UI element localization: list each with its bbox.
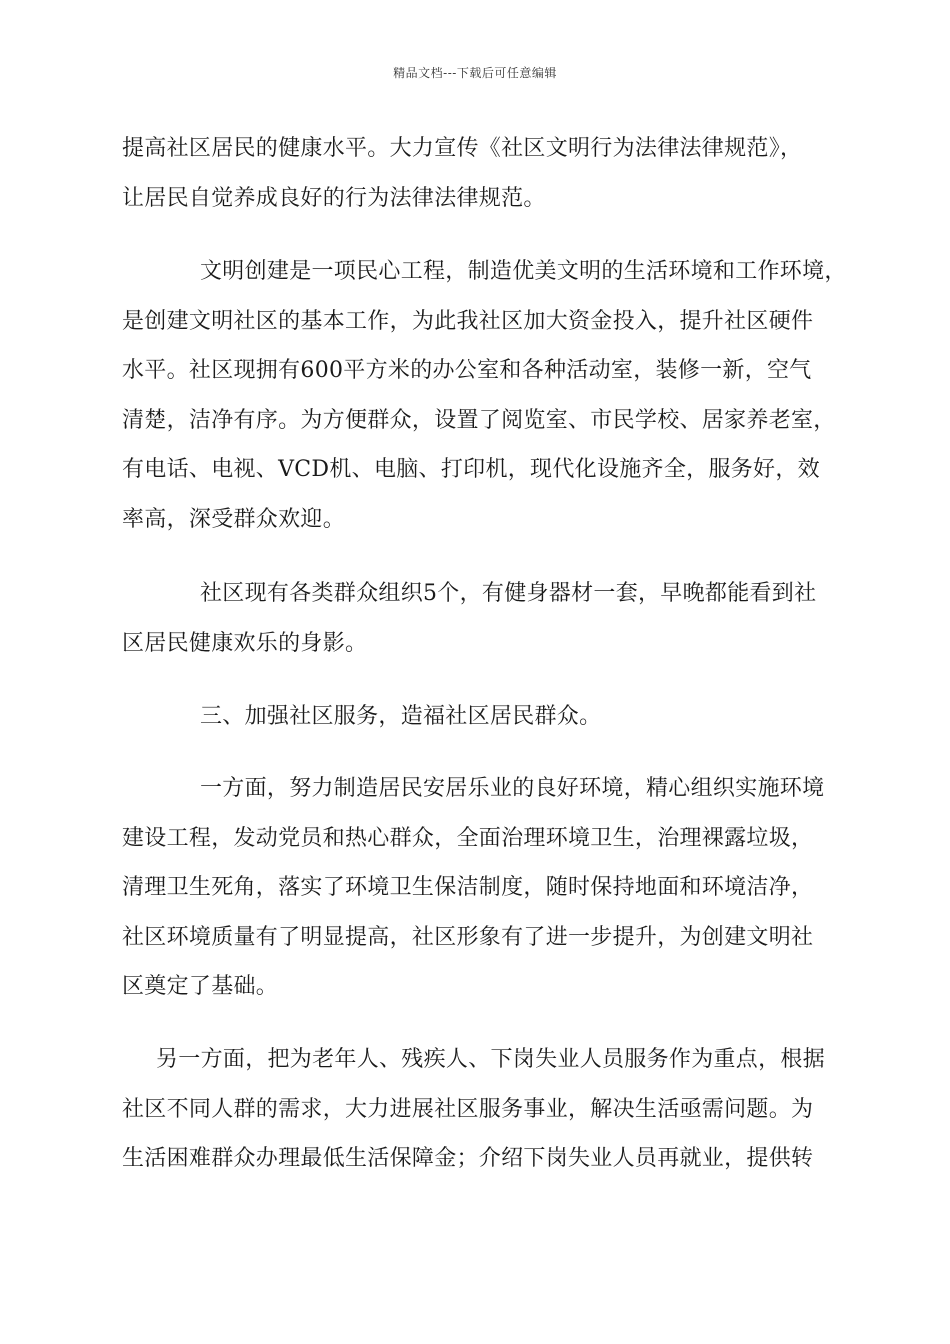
page-header: 精品文档---下载后可任意编辑 [393, 66, 557, 80]
text-line: 清理卫生死角，落实了环境卫生保洁制度，随时保持地面和环境洁净， [122, 875, 814, 900]
text-line: 有电话、电视、VCD机、电脑、打印机，现代化设施齐全，服务好，效 [122, 457, 820, 482]
text-line: 社区不同人群的需求，大力进展社区服务事业，解决生活亟需问题。为 [122, 1096, 814, 1122]
text-line: 是创建文明社区的基本工作，为此我社区加大资金投入，提升社区硬件 [122, 308, 814, 334]
text-line: 水平。社区现拥有600平方米的办公室和各种活动室，装修一新，空气 [122, 358, 812, 383]
text-line: 区居民健康欢乐的身影。 [122, 630, 368, 656]
text-line: 另一方面，把为老年人、残疾人、下岗失业人员服务作为重点，根据 [156, 1047, 826, 1072]
text-line: 让居民自觉养成良好的行为法律法律规范。 [122, 185, 546, 211]
text-line: 一方面，努力制造居民安居乐业的良好环境，精心组织实施环境 [200, 776, 825, 801]
paragraph-health-promotion [122, 124, 834, 223]
text-line: 文明创建是一项民心工程，制造优美文明的生活环境和工作环境， [200, 259, 847, 284]
text-line: 三、加强社区服务，造福社区居民群众。 [200, 704, 602, 729]
paragraph-mass-organizations [122, 569, 834, 668]
text-line: 建设工程，发动党员和热心群众，全面治理环境卫生，治理裸露垃圾， [122, 825, 814, 851]
text-line: 社区环境质量有了明显提高，社区形象有了进一步提升，为创建文明社 [122, 924, 814, 950]
section-heading-three [122, 692, 834, 742]
text-line: 区奠定了基础。 [122, 974, 279, 999]
paragraph-community-services [122, 1035, 834, 1184]
text-line: 提高社区居民的健康水平。大力宣传《社区文明行为法律法律规范》， [122, 136, 803, 161]
paragraph-civilization-building [122, 247, 847, 544]
text-line: 生活困难群众办理最低生活保障金；介绍下岗失业人员再就业，提供转 [122, 1146, 814, 1171]
text-line: 清楚，洁净有序。为方便群众，设置了阅览室、市民学校、居家养老室， [122, 407, 836, 433]
paragraph-environment [122, 764, 834, 1012]
text-line: 率高，深受群众欢迎。 [122, 506, 346, 532]
text-line: 社区现有各类群众组织5个，有健身器材一套，早晚都能看到社 [200, 581, 817, 606]
